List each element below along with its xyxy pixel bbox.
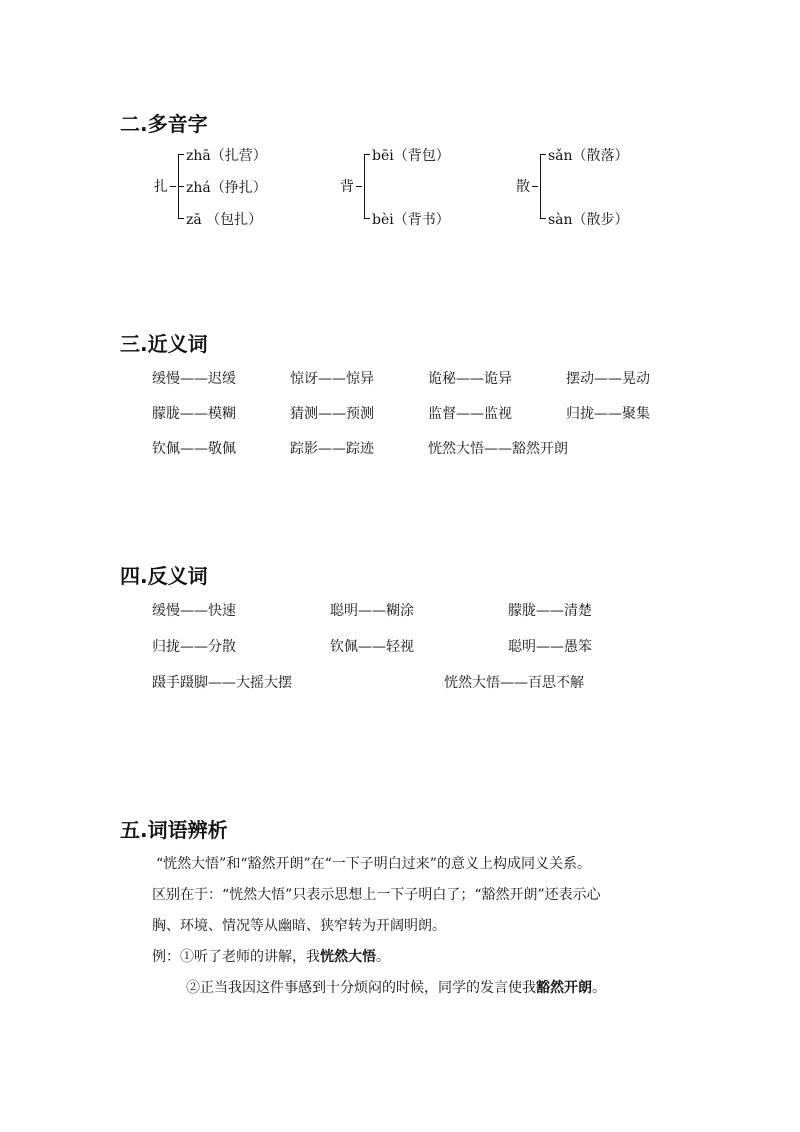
antonym-pair: 蹑手蹑脚——大摇大摆 (152, 675, 292, 691)
synonym-pair: 缓慢——迟缓 (152, 371, 236, 387)
synonym-pair: 猜测——预测 (290, 406, 374, 422)
bracket-tick (178, 186, 184, 187)
polyphonic-char: 散 (516, 179, 530, 195)
section-title-word-analysis: 五.词语辨析 (120, 818, 228, 842)
example-keyword: 恍然大悟 (320, 949, 376, 965)
synonym-pair: 惊讶——惊异 (290, 371, 374, 387)
antonym-pair: 缓慢——快速 (152, 603, 236, 619)
antonym-pair: 朦胧——清楚 (508, 603, 592, 619)
reading: sǎn（散落） (548, 148, 629, 164)
bracket-tick (540, 218, 546, 219)
antonym-pair: 恍然大悟——百思不解 (444, 675, 584, 691)
bracket-stub (532, 186, 538, 187)
bracket-line (540, 154, 541, 218)
bracket-tick (540, 154, 546, 155)
synonym-pair: 摆动——晃动 (566, 371, 650, 387)
paragraph-line: 胸、环境、情况等从幽暗、狭窄转为开阔明朗。 (152, 918, 446, 934)
bracket-tick (364, 218, 370, 219)
bracket-stub (356, 186, 362, 187)
antonym-pair: 归拢——分散 (152, 639, 236, 655)
synonym-pair: 诡秘——诡异 (428, 371, 512, 387)
synonym-pair: 朦胧——模糊 (152, 406, 236, 422)
synonym-pair: 钦佩——敬佩 (152, 441, 236, 457)
reading: zhā（扎营） (186, 148, 267, 164)
example-sentence-1 (152, 946, 390, 966)
reading: zhá（挣扎） (186, 180, 267, 196)
bracket-tick (178, 154, 184, 155)
antonym-pair: 聪明——糊涂 (330, 603, 414, 619)
section-title-antonyms: 四.反义词 (120, 564, 208, 588)
antonym-pair: 钦佩——轻视 (330, 639, 414, 655)
section-title-synonyms: 三.近义词 (120, 332, 208, 356)
bracket-stub (170, 186, 176, 187)
bracket-tick (364, 154, 370, 155)
paragraph-line: 区别在于：“恍然大悟”只表示思想上一下子明白了；“豁然开朗”还表示心 (152, 887, 601, 903)
bracket-line (364, 154, 365, 218)
polyphonic-char: 扎 (154, 179, 168, 195)
section-title-polyphonic: 二.多音字 (120, 112, 208, 136)
paragraph-line: “恍然大悟”和“豁然开朗”在“一下子明白过来”的意义上构成同义关系。 (156, 856, 591, 872)
example-sentence-2 (186, 977, 606, 997)
bracket-tick (178, 218, 184, 219)
example-text: ②正当我因这件事感到十分烦闷的时候，同学的发言使我 (186, 980, 536, 996)
synonym-pair: 归拢——聚集 (566, 406, 650, 422)
synonym-pair: 踪影——踪迹 (290, 441, 374, 457)
synonym-pair: 恍然大悟——豁然开朗 (428, 441, 568, 457)
reading: bēi（背包） (372, 148, 450, 164)
reading: zā （包扎） (186, 212, 263, 228)
example-text: 。 (592, 980, 606, 996)
antonym-pair: 聪明——愚笨 (508, 639, 592, 655)
example-keyword: 豁然开朗 (536, 980, 592, 996)
polyphonic-char: 背 (340, 179, 354, 195)
example-text: 。 (376, 949, 390, 965)
reading: sàn（散步） (548, 212, 629, 228)
example-text: 例：①听了老师的讲解，我 (152, 949, 320, 965)
synonym-pair: 监督——监视 (428, 406, 512, 422)
reading: bèi（背书） (372, 212, 450, 228)
